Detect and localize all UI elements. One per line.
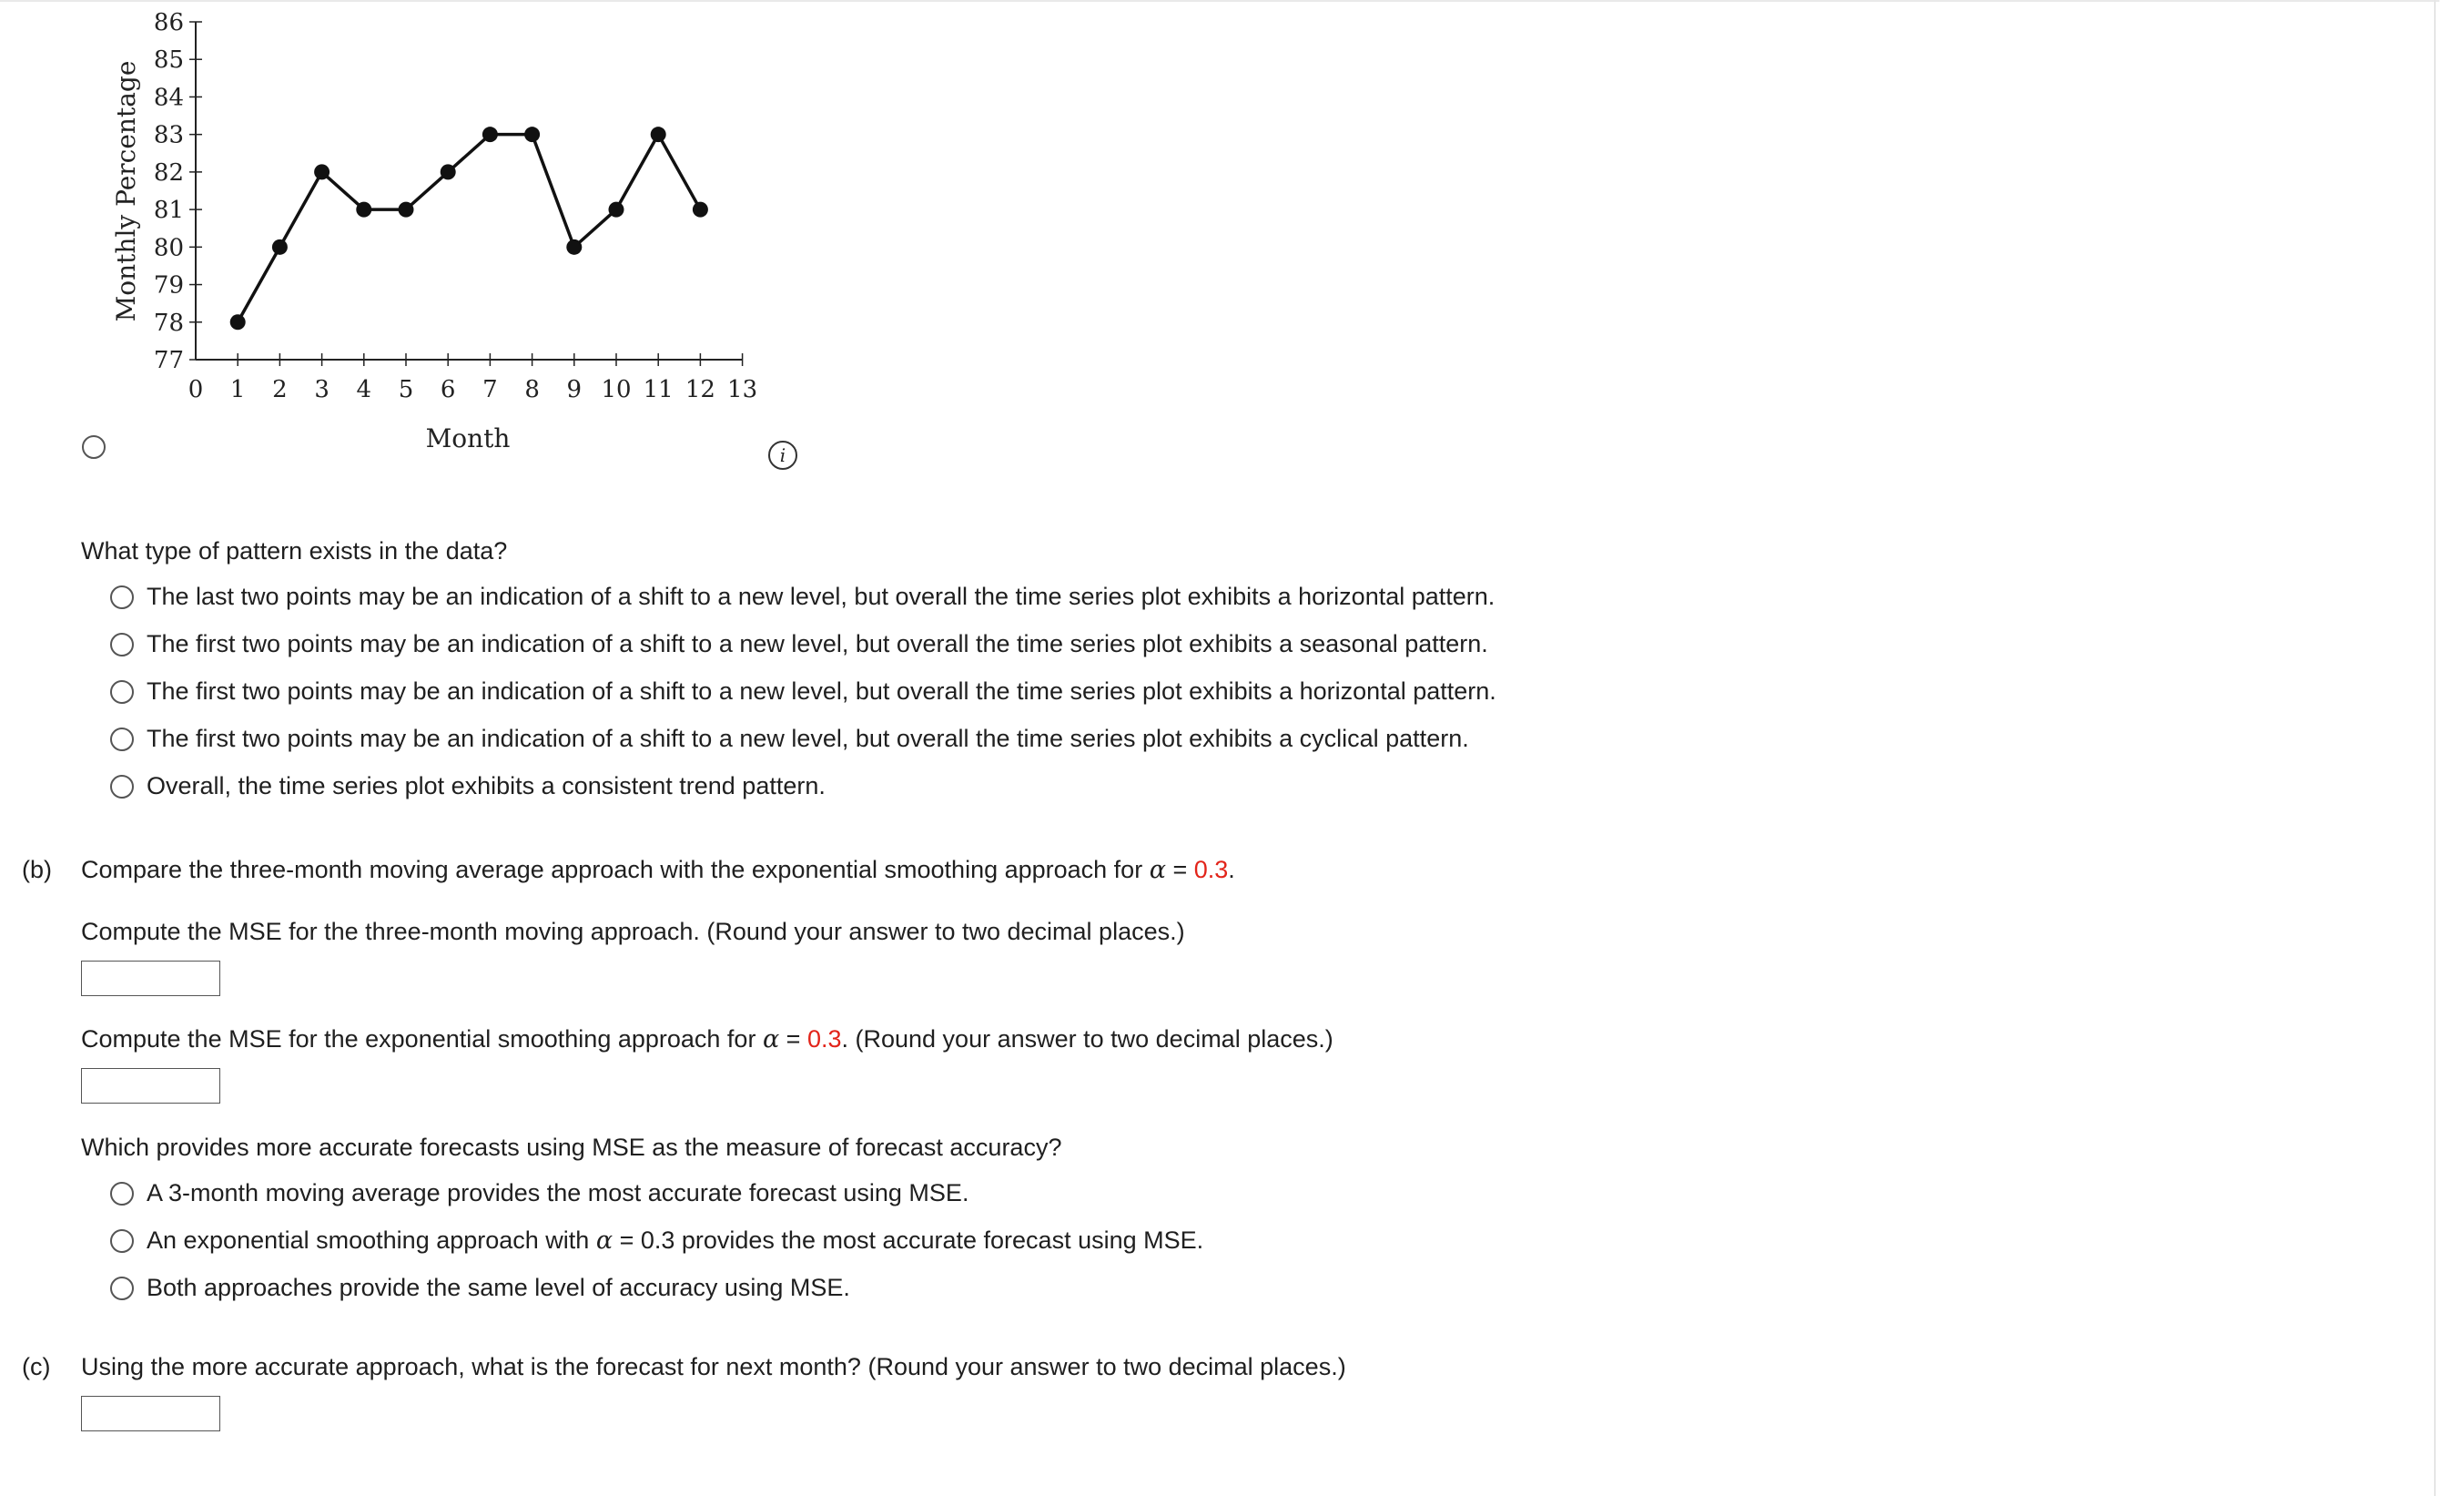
- x-axis-title: Month: [425, 423, 511, 453]
- radio-button[interactable]: [110, 585, 134, 609]
- pattern-option-3[interactable]: [110, 677, 1496, 706]
- x-tick-label: 1: [229, 376, 246, 403]
- data-point: [609, 202, 624, 218]
- part-b-label: (b): [22, 856, 52, 883]
- option-label: Overall, the time series plot exhibits a consistent trend pattern.: [147, 772, 826, 799]
- forecast-question: Using the more accurate approach, what is the forecast for next month? (Round your answer to two decimal places.): [81, 1353, 1346, 1380]
- alpha-symbol: α: [762, 1025, 780, 1053]
- x-tick-label: 10: [601, 376, 632, 403]
- intro-end: .: [1228, 856, 1235, 883]
- x-tick-label: 0: [188, 376, 204, 403]
- forecast-input[interactable]: [81, 1396, 220, 1431]
- option-label: [147, 1226, 1203, 1255]
- x-tick-label: 6: [440, 376, 456, 403]
- option-text: An exponential smoothing approach with: [147, 1226, 596, 1254]
- option-label: A 3-month moving average provides the most accurate forecast using MSE.: [147, 1179, 969, 1206]
- radio-button[interactable]: [110, 680, 134, 704]
- data-point: [272, 239, 288, 255]
- y-tick-label: 78: [153, 309, 184, 337]
- x-tick-label: 11: [643, 376, 674, 403]
- data-point: [693, 202, 708, 218]
- x-tick-label: 8: [524, 376, 540, 403]
- series-line: [238, 135, 700, 322]
- alpha-symbol: α: [595, 1226, 613, 1255]
- time-series-chart: [0, 0, 819, 473]
- y-tick-label: 86: [153, 9, 184, 36]
- x-tick-label: 2: [272, 376, 288, 403]
- pattern-option-2[interactable]: [110, 630, 1488, 658]
- pattern-question: What type of pattern exists in the data?: [81, 537, 508, 565]
- y-axis-title: Monthly Percentage: [111, 60, 141, 322]
- accuracy-option-2[interactable]: [110, 1226, 1203, 1255]
- accuracy-question: Which provides more accurate forecasts using MSE as the measure of forecast accuracy?: [81, 1134, 1062, 1161]
- y-tick-label: 84: [153, 84, 184, 112]
- pattern-option-1[interactable]: [110, 583, 1495, 611]
- radio-button[interactable]: [110, 1229, 134, 1253]
- graph-option-radio[interactable]: [82, 435, 106, 459]
- x-tick-label: 5: [398, 376, 414, 403]
- part-b-intro: [81, 855, 1235, 885]
- y-tick-label: 81: [153, 197, 184, 225]
- option-label: The first two points may be an indication of a shift to a new level, but overall the time series plot exhibits a seasonal pattern.: [147, 630, 1488, 657]
- right-divider: [2434, 0, 2436, 1496]
- option-label: The last two points may be an indication of a shift to a new level, but overall the time series plot exhibits a horizontal pattern.: [147, 583, 1496, 610]
- y-tick-label: 79: [153, 271, 184, 300]
- question-end: . (Round your answer to two decimal places.): [841, 1025, 1333, 1053]
- equals-sign: =: [779, 1025, 807, 1053]
- intro-text: Compare the three-month moving average approach with the exponential smoothing approach for: [81, 856, 1150, 883]
- x-tick-label: 3: [314, 376, 330, 403]
- accuracy-option-3[interactable]: [110, 1274, 850, 1302]
- y-tick-label: 80: [153, 234, 184, 262]
- alpha-value: 0.3: [1193, 856, 1229, 883]
- data-point: [314, 164, 330, 179]
- chart-axes: [196, 22, 743, 360]
- x-tick-label: 9: [566, 376, 583, 403]
- x-tick-label: 4: [356, 376, 372, 403]
- option-label: The first two points may be an indication of a shift to a new level, but overall the time series plot exhibits a horizontal pattern.: [147, 677, 1496, 705]
- data-point: [566, 239, 582, 255]
- mse-exp-input[interactable]: [81, 1068, 220, 1104]
- y-tick-label: 77: [153, 347, 184, 374]
- alpha-symbol: α: [1149, 856, 1166, 884]
- alpha-value: 0.3: [806, 1025, 842, 1053]
- y-tick-label: 85: [153, 46, 184, 75]
- option-label: The first two points may be an indication of a shift to a new level, but overall the time series plot exhibits a cyclical pattern.: [147, 725, 1469, 752]
- radio-button[interactable]: [110, 1277, 134, 1300]
- question-text: Compute the MSE for the exponential smoothing approach for: [81, 1025, 763, 1053]
- data-point: [482, 127, 498, 142]
- chart-ticks: [154, 9, 757, 403]
- pattern-option-5[interactable]: [110, 772, 826, 800]
- radio-button[interactable]: [110, 1182, 134, 1206]
- info-icon[interactable]: i: [768, 441, 797, 470]
- option-text-end: = 0.3 provides the most accurate forecast using MSE.: [613, 1226, 1204, 1254]
- x-tick-label: 7: [482, 376, 498, 403]
- pattern-option-4[interactable]: [110, 725, 1469, 753]
- x-tick-label: 12: [684, 376, 715, 403]
- y-tick-label: 83: [153, 121, 184, 149]
- radio-button[interactable]: [110, 775, 134, 799]
- x-tick-label: 13: [727, 376, 758, 403]
- data-point: [441, 164, 456, 179]
- radio-button[interactable]: [110, 633, 134, 656]
- data-point: [524, 127, 540, 142]
- mse-exp-question: [81, 1024, 1333, 1054]
- accuracy-option-1[interactable]: [110, 1179, 968, 1207]
- data-point: [399, 202, 414, 218]
- part-c-label: (c): [22, 1353, 51, 1380]
- option-label: Both approaches provide the same level of accuracy using MSE.: [147, 1274, 850, 1301]
- data-point: [230, 314, 246, 330]
- chart-series: [230, 127, 708, 330]
- radio-button[interactable]: [110, 728, 134, 751]
- data-point: [356, 202, 371, 218]
- mse-moving-question: Compute the MSE for the three-month moving approach. (Round your answer to two decimal places.): [81, 918, 1185, 945]
- equals-sign: =: [1165, 856, 1194, 883]
- y-tick-label: 82: [153, 158, 184, 187]
- data-point: [651, 127, 666, 142]
- mse-moving-input[interactable]: [81, 961, 220, 996]
